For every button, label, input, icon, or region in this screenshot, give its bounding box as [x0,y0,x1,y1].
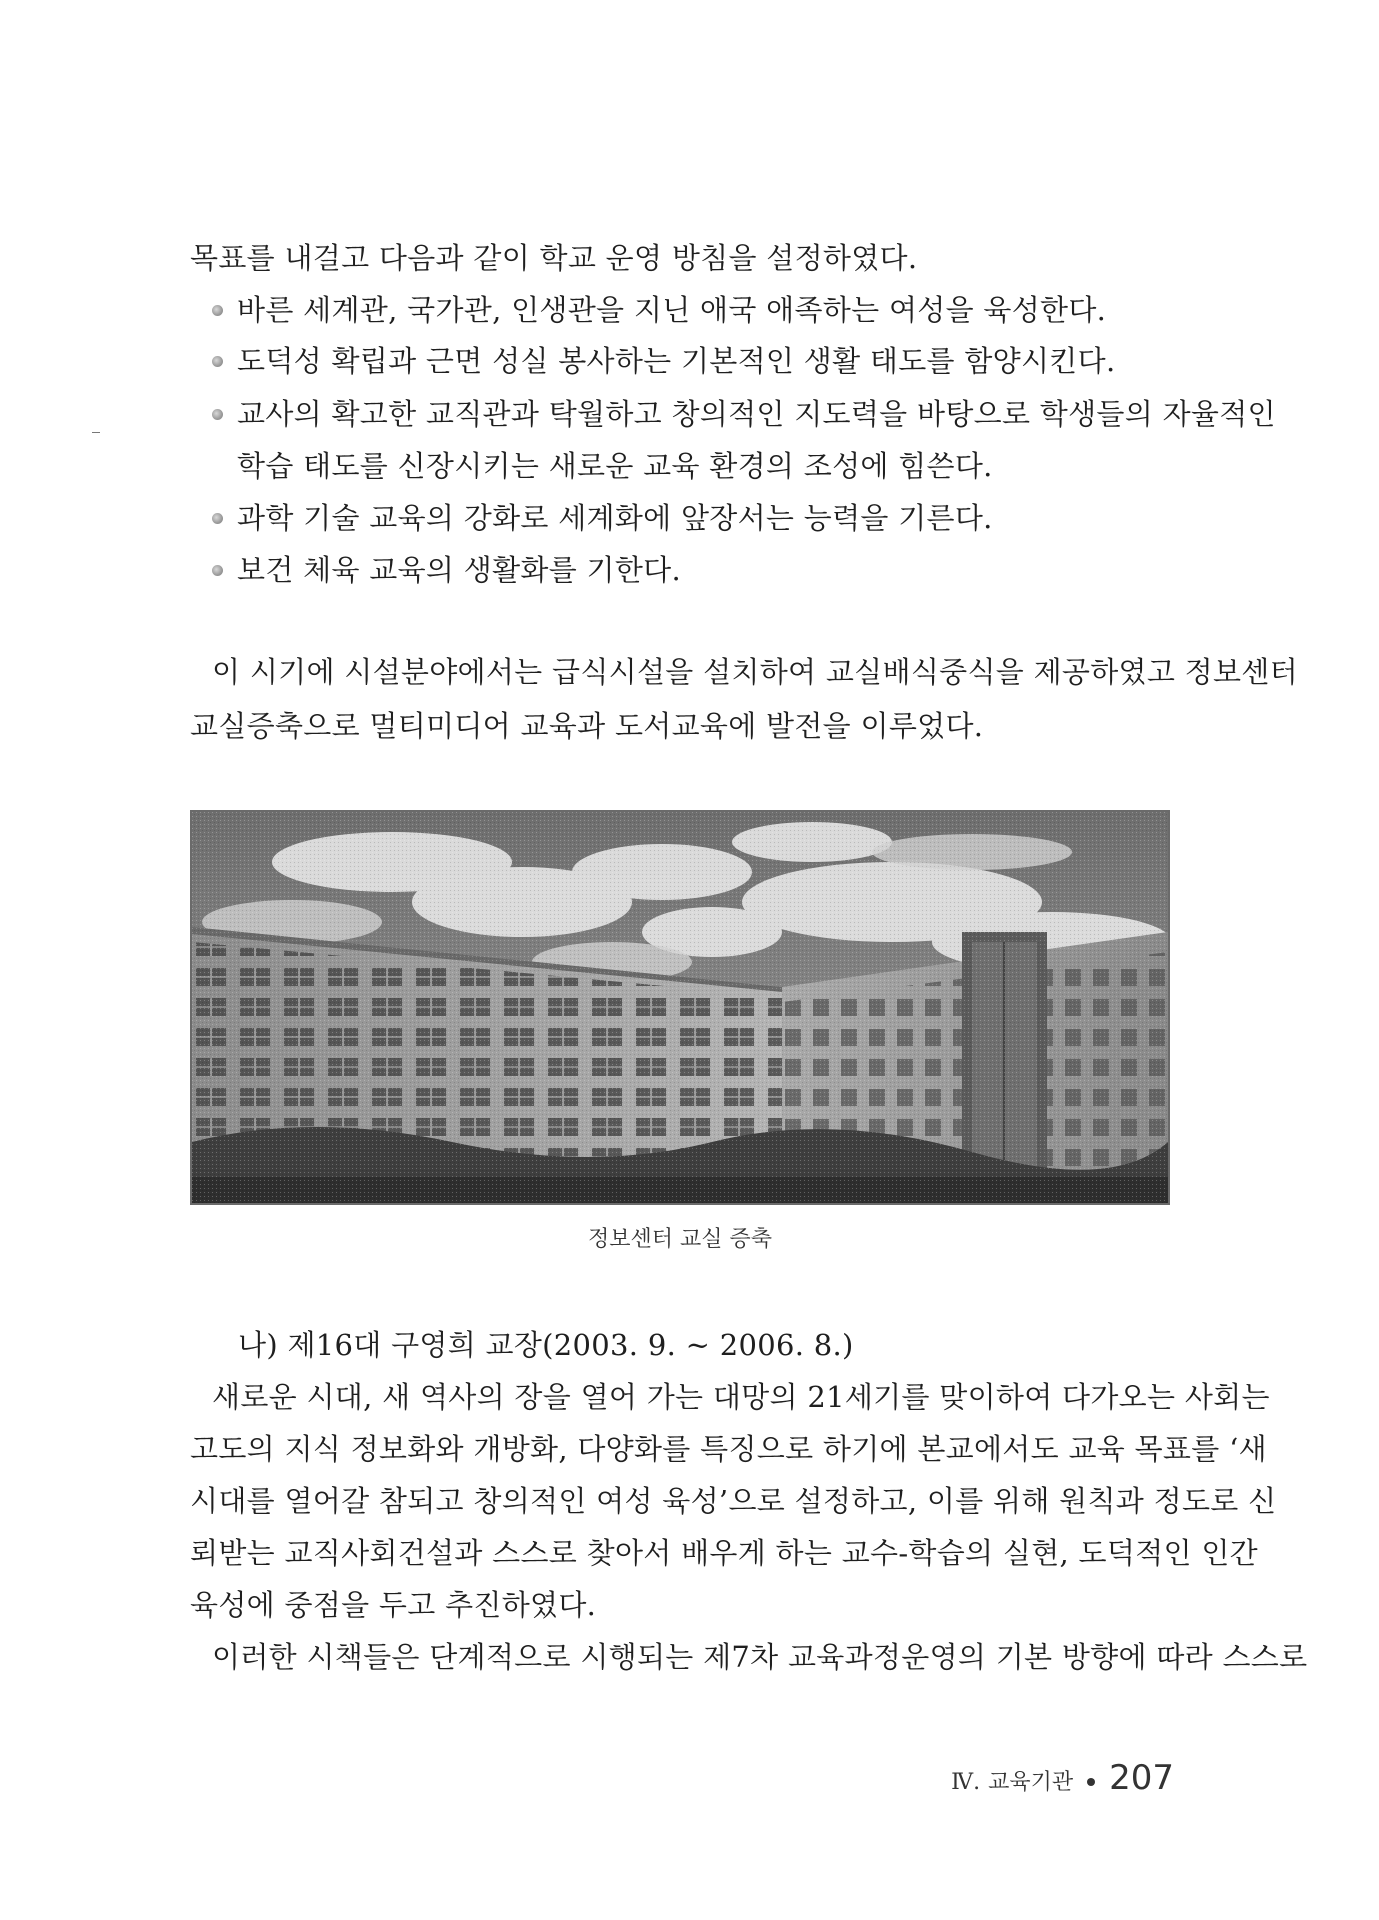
policy-item-4: 과학 기술 교육의 강화로 세계화에 앞장서는 능력을 기른다. [212,498,993,538]
body-line-4: 뢰받는 교직사회건설과 스스로 찾아서 배우게 하는 교수-학습의 실현, 도덕적인 인간 [190,1536,1258,1570]
bullet-icon [212,409,223,420]
facility-line-1: 이 시기에 시설분야에서는 급식시설을 설치하여 교실배식중식을 제공하였고 정보센터 [212,655,1298,689]
facility-line-2: 교실증축으로 멀티미디어 교육과 도서교육에 발전을 이루었다. [190,709,984,743]
policy-item-2: 도덕성 확립과 근면 성실 봉사하는 기본적인 생활 태도를 함양시킨다. [212,341,1115,381]
bullet-icon [212,565,223,576]
photo-caption: 정보센터 교실 증축 [587,1227,772,1252]
school-building-photo [190,810,1170,1205]
page-footer [951,1758,1174,1798]
bullet-icon [212,513,223,524]
bullet-icon [212,305,223,316]
footer-bullet-icon [1087,1778,1095,1786]
policy-item-3-continued: 학습 태도를 신장시키는 새로운 교육 환경의 조성에 힘쓴다. [237,449,993,483]
footer-title: 교육기관 [988,1770,1074,1795]
section-heading: 나) 제16대 구영희 교장(2003. 9. ~ 2006. 8.) [238,1328,854,1362]
body-line-5: 육성에 중점을 두고 추진하였다. [190,1588,597,1622]
policy-item-1: 바른 세계관, 국가관, 인생관을 지닌 애국 애족하는 여성을 육성한다. [212,290,1106,330]
bullet-icon [212,356,223,367]
intro-line: 목표를 내걸고 다음과 같이 학교 운영 방침을 설정하였다. [190,241,918,275]
page-number: 207 [1109,1758,1174,1798]
last-paragraph-line: 이러한 시책들은 단계적으로 시행되는 제7차 교육과정운영의 기본 방향에 따라 스스로 [212,1640,1308,1674]
policy-item-3: 교사의 확고한 교직관과 탁월하고 창의적인 지도력을 바탕으로 학생들의 자율적인 [212,394,1276,434]
body-line-1: 새로운 시대, 새 역사의 장을 열어 가는 대망의 21세기를 맞이하여 다가오는 사회는 [212,1380,1270,1414]
building-illustration [192,812,1168,1203]
body-line-2: 고도의 지식 정보화와 개방화, 다양화를 특징으로 하기에 본교에서도 교육 목표를 ‘새 [190,1432,1267,1466]
body-line-3: 시대를 열어갈 참되고 창의적인 여성 육성’으로 설정하고, 이를 위해 원칙과 정도로 신 [190,1484,1277,1518]
footer-section: Ⅳ. [951,1770,981,1795]
policy-item-5: 보건 체육 교육의 생활화를 기한다. [212,550,681,590]
margin-mark [92,432,100,433]
